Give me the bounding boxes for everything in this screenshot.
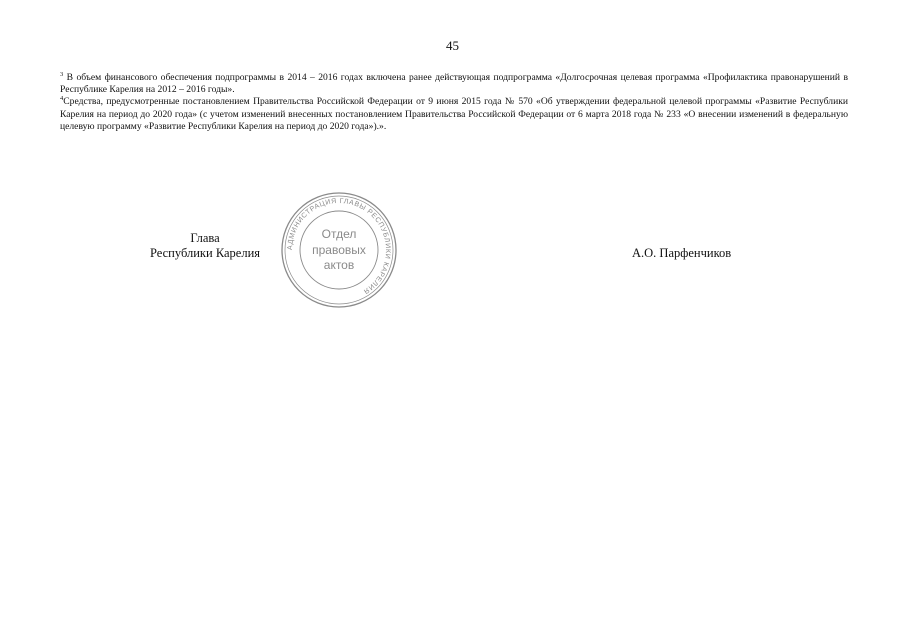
footnote-3 (60, 72, 848, 96)
footnote-text: В объем финансового обеспечения подпрограммы в 2014 – 2016 годах включена ранее действующая подпрограмма «Долгосрочная целевая программа «Профилактика правонарушений в Республике Карелия на 2012 – 2016 годы». (60, 72, 848, 96)
signatory-name: А.О. Парфенчиков (632, 246, 732, 260)
signatory-title (130, 231, 280, 261)
footnote-text: Средства, предусмотренные постановлением Правительства Российской Федерации от 9 июня 2015 года № 570 «Об утверждении федеральной целевой программы «Развитие Республики Карелия на период до 2020 года» (с учетом изменений внесенных постановлением Правительства Российской Федерации от 6 марта 2018 года № 233 «О внесении изменений в федеральную целевую программу «Развитие Республики Карелия на период до 2020 года»).». (60, 96, 848, 132)
stamp-line-1: Отдел (321, 227, 357, 241)
stamp-line-2: правовых (312, 243, 366, 257)
footnote-marker: 3 (60, 71, 64, 78)
stamp-line-3: актов (323, 258, 355, 272)
footnotes-section (60, 72, 848, 133)
stamp-center-text (312, 227, 366, 272)
signatory-title-line1: Глава (190, 231, 220, 245)
page-number: 45 (446, 38, 459, 53)
official-stamp (279, 190, 399, 310)
footnote-marker: 4 (60, 95, 64, 103)
signatory-title-line2: Республики Карелия (149, 246, 261, 260)
stamp-ring-text: АДМИНИСТРАЦИЯ ГЛАВЫ РЕСПУБЛИКИ КАРЕЛИЯ (286, 197, 392, 295)
footnote-4 (60, 96, 848, 133)
